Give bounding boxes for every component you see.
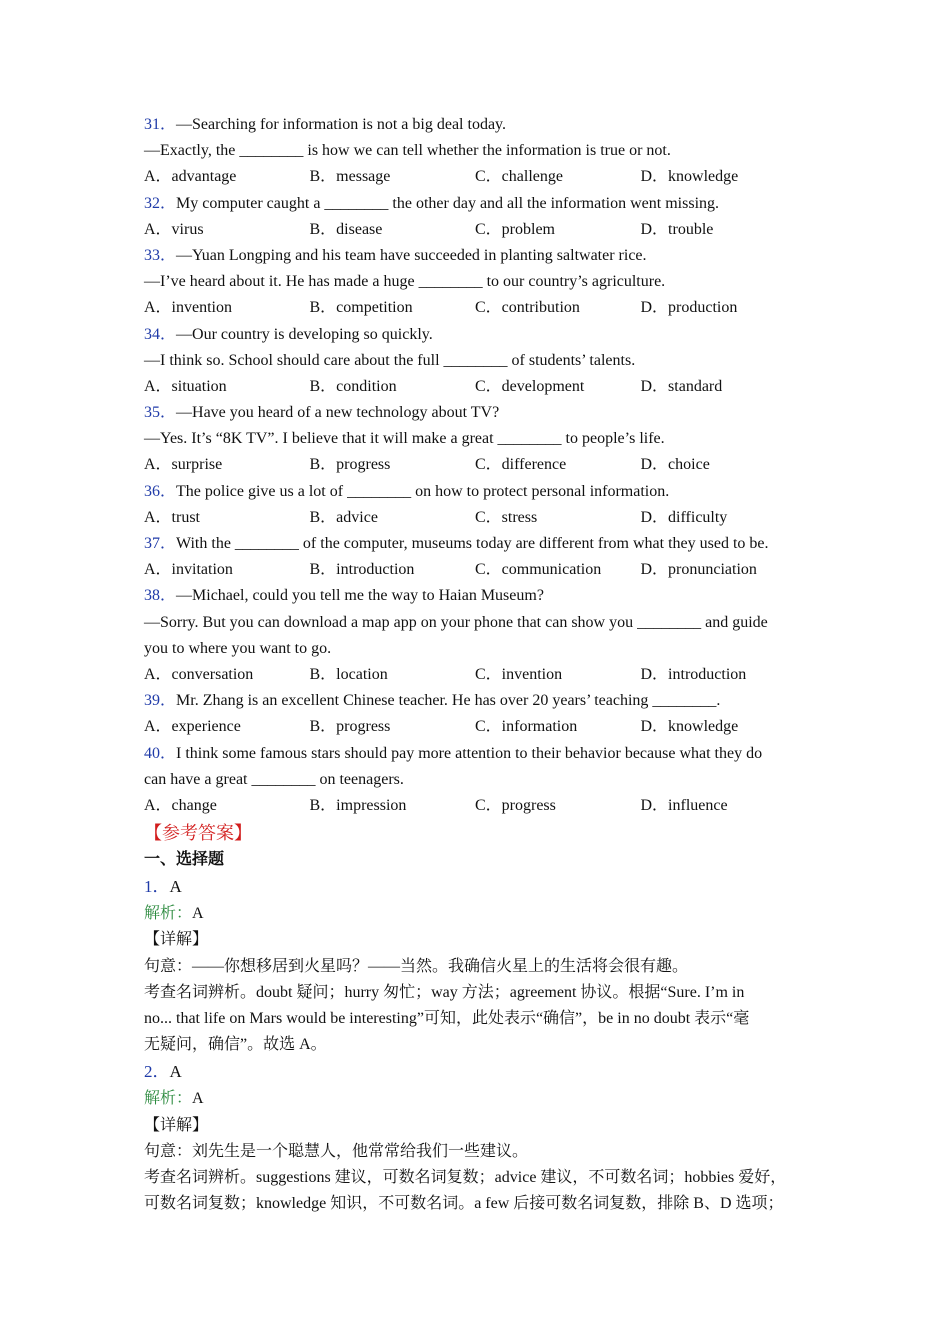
answer-heading: 【参考答案】	[144, 823, 252, 844]
question-item	[144, 243, 814, 322]
option-a: A．conversation	[144, 665, 254, 683]
answer-line	[144, 873, 814, 901]
options-row	[144, 557, 814, 583]
question-list	[144, 112, 814, 819]
question-number: 39．	[144, 692, 177, 710]
explanation-line: 可数名词复数；knowledge 知识，不可数名词。a few 后接可数名词复数，排除 B、D 选项；	[144, 1195, 784, 1213]
option-c: C．difference	[475, 456, 567, 474]
answer-value: A	[169, 877, 182, 897]
option-c: C．stress	[475, 508, 538, 526]
option-b: B．disease	[309, 220, 383, 238]
analysis-value: A	[192, 905, 204, 923]
question-text: —Yes. It’s “8K TV”. I believe that it will make a great ________ to people’s life.	[144, 430, 665, 448]
question-text: —Exactly, the ________ is how we can tell whether the information is true or not.	[144, 142, 671, 160]
question-text: —I think so. School should care about the full ________ of students’ talents.	[144, 351, 636, 369]
question-text: My computer caught a ________ the other day and all the information went missing.	[176, 194, 720, 212]
answer-list	[144, 873, 814, 1217]
question-line	[144, 112, 814, 138]
question-text: —Searching for information is not a big deal today.	[176, 116, 507, 133]
option-d: D．standard	[640, 377, 723, 395]
analysis-line	[144, 1086, 814, 1112]
question-item	[144, 479, 814, 531]
question-line	[144, 583, 814, 609]
question-line	[144, 610, 814, 636]
answer-section	[144, 819, 814, 1217]
question-number: 34．	[144, 325, 177, 343]
option-a: A．experience	[144, 718, 241, 736]
answer-item	[144, 1058, 814, 1217]
option-d: D．trouble	[640, 220, 714, 238]
option-b: B．location	[309, 665, 388, 683]
option-d: D．difficulty	[640, 508, 728, 526]
question-text: you to where you want to go.	[144, 639, 332, 657]
option-b: B．advice	[309, 508, 378, 526]
question-item	[144, 688, 814, 740]
option-d: D．production	[640, 299, 738, 317]
question-number: 38．	[144, 587, 177, 605]
question-line	[144, 636, 814, 662]
question-line	[144, 688, 814, 714]
option-d: D．introduction	[640, 665, 747, 683]
question-text: —Have you heard of a new technology about TV?	[176, 404, 500, 422]
explanation-line: 句意：——你想移居到火星吗？——当然。我确信火星上的生活将会很有趣。	[144, 957, 689, 975]
options-row	[144, 452, 814, 478]
question-item	[144, 741, 814, 820]
option-c: C．development	[475, 377, 585, 395]
question-number: 40．	[144, 744, 177, 762]
question-text: I think some famous stars should pay more attention to their behavior because what they do	[176, 744, 763, 762]
option-d: D．choice	[640, 456, 710, 474]
options-row	[144, 295, 814, 321]
option-c: C．contribution	[475, 299, 580, 317]
option-d: D．knowledge	[640, 168, 739, 186]
answer-line	[144, 1058, 814, 1086]
option-a: A．trust	[144, 508, 201, 526]
options-row	[144, 505, 814, 531]
option-b: B．introduction	[309, 561, 415, 579]
question-item	[144, 112, 814, 191]
question-line	[144, 767, 814, 793]
option-a: A．surprise	[144, 456, 223, 474]
option-a: A．change	[144, 796, 217, 814]
question-line	[144, 191, 814, 217]
answer-number: 1．	[144, 877, 170, 897]
explanation-line: 无疑问，确信”。故选 A。	[144, 1036, 327, 1054]
detail-label: 【详解】	[144, 1116, 209, 1134]
options-row	[144, 217, 814, 243]
explanation-line: 考查名词辨析。suggestions 建议，可数名词复数；advice 建议，不可数名词；hobbies 爱好，	[144, 1168, 787, 1186]
option-a: A．situation	[144, 377, 227, 395]
question-text: can have a great ________ on teenagers.	[144, 770, 404, 788]
analysis-label: 解析：	[144, 905, 193, 923]
option-b: B．progress	[309, 718, 391, 736]
question-line	[144, 322, 814, 348]
question-item	[144, 531, 814, 583]
question-line	[144, 531, 814, 557]
options-row	[144, 164, 814, 190]
option-a: A．virus	[144, 220, 204, 238]
question-text: —Yuan Longping and his team have succeeded in planting saltwater rice.	[176, 246, 647, 264]
question-line	[144, 348, 814, 374]
option-b: B．message	[309, 168, 391, 186]
option-c: C．problem	[475, 220, 555, 238]
question-number: 36．	[144, 482, 177, 500]
options-row	[144, 793, 814, 819]
question-number: 35．	[144, 404, 177, 422]
option-a: A．invention	[144, 299, 232, 317]
option-b: B．impression	[309, 796, 407, 814]
analysis-label: 解析：	[144, 1090, 193, 1108]
option-a: A．advantage	[144, 168, 237, 186]
analysis-value: A	[192, 1090, 204, 1108]
explanation-line: 句意：刘先生是一个聪慧人，他常常给我们一些建议。	[144, 1142, 529, 1160]
question-item	[144, 583, 814, 688]
document-page	[144, 112, 814, 1217]
question-item	[144, 191, 814, 243]
section-title: 一、选择题	[144, 851, 225, 869]
question-text: With the ________ of the computer, museums today are different from what they used to be.	[176, 535, 769, 552]
option-c: C．challenge	[475, 168, 563, 186]
question-line	[144, 741, 814, 767]
question-number: 37．	[144, 535, 177, 552]
option-c: C．invention	[475, 665, 563, 683]
option-b: B．progress	[309, 456, 391, 474]
question-item	[144, 400, 814, 479]
question-text: The police give us a lot of ________ on how to protect personal information.	[176, 482, 670, 500]
question-line	[144, 479, 814, 505]
answer-value: A	[169, 1062, 182, 1082]
question-text: —Our country is developing so quickly.	[176, 325, 433, 343]
question-number: 32．	[144, 194, 177, 212]
option-d: D．pronunciation	[640, 561, 757, 579]
analysis-line	[144, 901, 814, 927]
explanation-line: 考查名词辨析。doubt 疑问；hurry 匆忙；way 方法；agreement 协议。根据“Sure. I’m in	[144, 983, 745, 1001]
answer-number: 2．	[144, 1062, 170, 1082]
option-b: B．condition	[309, 377, 397, 395]
question-text: —I’ve heard about it. He has made a huge ________ to our country’s agriculture.	[144, 273, 666, 291]
question-line	[144, 269, 814, 295]
question-line	[144, 243, 814, 269]
question-text: Mr. Zhang is an excellent Chinese teacher. He has over 20 years’ teaching ________.	[176, 692, 721, 710]
options-row	[144, 662, 814, 688]
option-d: D．knowledge	[640, 718, 739, 736]
question-line	[144, 400, 814, 426]
options-row	[144, 714, 814, 740]
option-b: B．competition	[309, 299, 413, 317]
question-text: —Sorry. But you can download a map app on your phone that can show you ________ and guide	[144, 613, 768, 631]
question-text: —Michael, could you tell me the way to Haian Museum?	[176, 587, 544, 605]
explanation-line: no... that life on Mars would be interesting”可知，此处表示“确信”，be in no doubt 表示“毫	[144, 1010, 750, 1027]
question-line	[144, 138, 814, 164]
question-line	[144, 426, 814, 452]
option-c: C．communication	[475, 561, 602, 579]
question-number: 31．	[144, 116, 177, 133]
question-number: 33．	[144, 246, 177, 264]
question-item	[144, 322, 814, 401]
answer-item	[144, 873, 814, 1058]
option-a: A．invitation	[144, 561, 233, 579]
option-c: C．information	[475, 718, 578, 736]
option-d: D．influence	[640, 796, 728, 814]
detail-label: 【详解】	[144, 931, 209, 949]
option-c: C．progress	[475, 796, 556, 814]
options-row	[144, 374, 814, 400]
